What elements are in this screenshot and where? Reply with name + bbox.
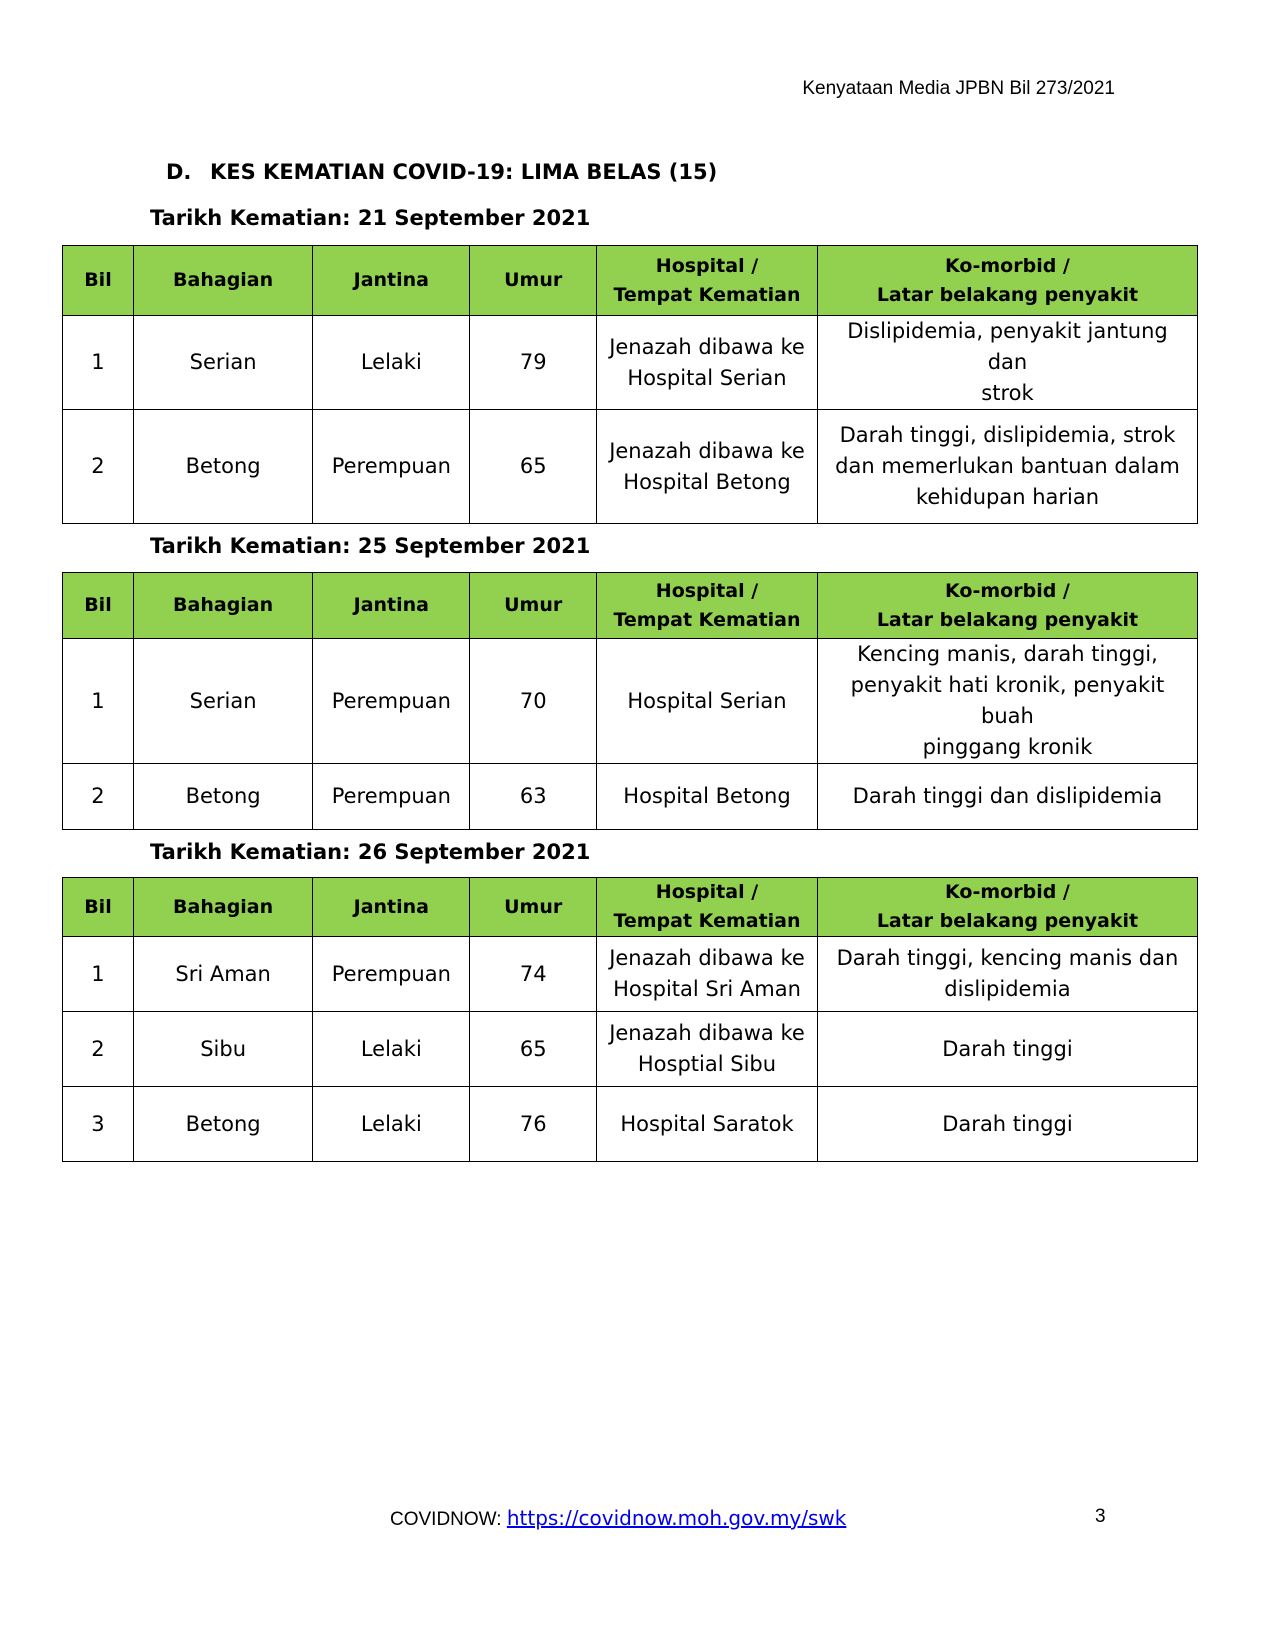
- cell-bil: 1: [63, 316, 134, 410]
- table-row: [63, 410, 1198, 524]
- cell-bil: 2: [63, 764, 134, 830]
- cell-hospital: Hospital Saratok: [597, 1087, 818, 1162]
- cell-bahagian: Serian: [133, 316, 312, 410]
- document-reference: Kenyataan Media JPBN Bil 273/2021: [802, 78, 1115, 99]
- column-header-bil: Bil: [63, 573, 134, 639]
- column-header-komorbid: Ko-morbid / Latar belakang penyakit: [817, 573, 1197, 639]
- cell-jantina: Lelaki: [313, 316, 470, 410]
- cell-jantina: Lelaki: [313, 1087, 470, 1162]
- column-header-umur: Umur: [470, 573, 597, 639]
- cell-hospital: Jenazah dibawa ke Hosptial Sibu: [597, 1012, 818, 1087]
- cell-bahagian: Sri Aman: [133, 937, 312, 1012]
- table-row: [63, 316, 1198, 410]
- group-heading-2: Tarikh Kematian: 25 September 2021: [150, 534, 591, 558]
- table-header-row: [63, 573, 1198, 639]
- cell-komorbid: Darah tinggi: [817, 1087, 1197, 1162]
- group-heading-1: Tarikh Kematian: 21 September 2021: [150, 206, 591, 230]
- cell-bil: 2: [63, 410, 134, 524]
- covidnow-link[interactable]: https://covidnow.moh.gov.my/swk: [506, 1506, 847, 1530]
- cell-umur: 65: [470, 1012, 597, 1087]
- cell-bil: 2: [63, 1012, 134, 1087]
- cell-umur: 79: [470, 316, 597, 410]
- table-row: [63, 764, 1198, 830]
- cell-hospital: Jenazah dibawa ke Hospital Serian: [597, 316, 818, 410]
- column-header-bahagian: Bahagian: [133, 573, 312, 639]
- cell-bahagian: Betong: [133, 1087, 312, 1162]
- column-header-umur: Umur: [470, 878, 597, 937]
- cell-bahagian: Serian: [133, 639, 312, 764]
- column-header-komorbid: Ko-morbid / Latar belakang penyakit: [817, 246, 1197, 316]
- cell-umur: 70: [470, 639, 597, 764]
- column-header-bil: Bil: [63, 878, 134, 937]
- group-heading-3: Tarikh Kematian: 26 September 2021: [150, 840, 591, 864]
- deaths-table-2: [62, 572, 1198, 830]
- section-title-text: KES KEMATIAN COVID-19: LIMA BELAS (15): [210, 160, 718, 184]
- cell-bahagian: Betong: [133, 410, 312, 524]
- table-row: [63, 937, 1198, 1012]
- cell-hospital: Jenazah dibawa ke Hospital Sri Aman: [597, 937, 818, 1012]
- column-header-jantina: Jantina: [313, 878, 470, 937]
- cell-umur: 74: [470, 937, 597, 1012]
- table-row: [63, 1012, 1198, 1087]
- cell-komorbid: Kencing manis, darah tinggi, penyakit hati kronik, penyakit buah pinggang kronik: [817, 639, 1197, 764]
- section-title: [166, 160, 717, 184]
- deaths-table-1: [62, 245, 1198, 524]
- column-header-umur: Umur: [470, 246, 597, 316]
- column-header-hospital: Hospital / Tempat Kematian: [597, 573, 818, 639]
- cell-bahagian: Sibu: [133, 1012, 312, 1087]
- table-header-row: [63, 246, 1198, 316]
- cell-jantina: Lelaki: [313, 1012, 470, 1087]
- column-header-komorbid: Ko-morbid / Latar belakang penyakit: [817, 878, 1197, 937]
- cell-jantina: Perempuan: [313, 937, 470, 1012]
- footer-label: COVIDNOW:: [390, 1509, 507, 1530]
- cell-hospital: Hospital Betong: [597, 764, 818, 830]
- column-header-jantina: Jantina: [313, 246, 470, 316]
- table-row: [63, 639, 1198, 764]
- cell-komorbid: Dislipidemia, penyakit jantung dan strok: [817, 316, 1197, 410]
- column-header-hospital: Hospital / Tempat Kematian: [597, 246, 818, 316]
- cell-bil: 3: [63, 1087, 134, 1162]
- cell-bahagian: Betong: [133, 764, 312, 830]
- table-row: [63, 1087, 1198, 1162]
- column-header-bahagian: Bahagian: [133, 246, 312, 316]
- cell-komorbid: Darah tinggi, dislipidemia, strok dan memerlukan bantuan dalam kehidupan harian: [817, 410, 1197, 524]
- cell-jantina: Perempuan: [313, 410, 470, 524]
- cell-jantina: Perempuan: [313, 639, 470, 764]
- cell-hospital: Jenazah dibawa ke Hospital Betong: [597, 410, 818, 524]
- table-header-row: [63, 878, 1198, 937]
- cell-umur: 76: [470, 1087, 597, 1162]
- cell-komorbid: Darah tinggi dan dislipidemia: [817, 764, 1197, 830]
- footer: [390, 1506, 846, 1531]
- column-header-hospital: Hospital / Tempat Kematian: [597, 878, 818, 937]
- page-number: 3: [1095, 1506, 1106, 1527]
- cell-bil: 1: [63, 937, 134, 1012]
- section-letter: D.: [166, 160, 192, 184]
- column-header-bil: Bil: [63, 246, 134, 316]
- cell-bil: 1: [63, 639, 134, 764]
- column-header-jantina: Jantina: [313, 573, 470, 639]
- cell-umur: 63: [470, 764, 597, 830]
- cell-komorbid: Darah tinggi, kencing manis dan dislipidemia: [817, 937, 1197, 1012]
- deaths-table-3: [62, 877, 1198, 1162]
- cell-komorbid: Darah tinggi: [817, 1012, 1197, 1087]
- cell-jantina: Perempuan: [313, 764, 470, 830]
- cell-hospital: Hospital Serian: [597, 639, 818, 764]
- cell-umur: 65: [470, 410, 597, 524]
- column-header-bahagian: Bahagian: [133, 878, 312, 937]
